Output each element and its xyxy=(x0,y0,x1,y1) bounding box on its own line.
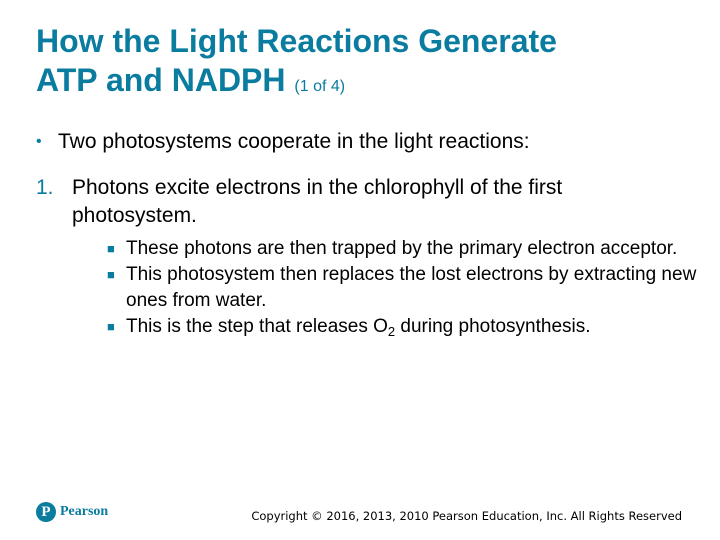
main-bullet-text: Two photosystems cooperate in the light reactions: xyxy=(58,130,530,153)
square-bullet-icon: ■ xyxy=(107,241,115,256)
sub-bullet-text: These photons are then trapped by the primary electron acceptor. xyxy=(126,238,678,259)
pearson-wordmark: Pearson xyxy=(60,504,109,519)
copyright-notice: Copyright © 2016, 2013, 2010 Pearson Education, Inc. All Rights Reserved xyxy=(251,509,682,523)
sub-bullet-item xyxy=(107,314,707,340)
sub-bullet-text: This photosystem then replaces the lost electrons by extracting new ones from water. xyxy=(126,264,697,311)
square-bullet-icon: ■ xyxy=(107,267,115,282)
slide-title xyxy=(36,22,696,106)
numbered-item-text: Photons excite electrons in the chlorophyll of the first photosystem. xyxy=(72,176,563,227)
title-line-1: How the Light Reactions Generate xyxy=(36,23,557,59)
sub-bullet-text-after: during photosynthesis. xyxy=(395,316,591,337)
oxygen-subscript: 2 xyxy=(387,324,396,339)
pearson-logo xyxy=(36,500,108,524)
sub-bullet-item xyxy=(107,236,707,262)
numbered-item-1 xyxy=(36,174,676,230)
bullet-icon: • xyxy=(36,133,42,150)
pearson-logo-icon: P xyxy=(36,502,56,522)
sub-bullet-item xyxy=(107,262,707,314)
item-number: 1. xyxy=(36,176,54,199)
title-part-indicator: (1 of 4) xyxy=(294,78,346,95)
sub-bullet-text-before: This is the step that releases O xyxy=(126,316,388,337)
sub-bullet-list xyxy=(107,236,707,340)
main-bullet xyxy=(36,128,530,156)
title-line-2: ATP and NADPH xyxy=(36,62,286,98)
square-bullet-icon: ■ xyxy=(107,319,115,334)
